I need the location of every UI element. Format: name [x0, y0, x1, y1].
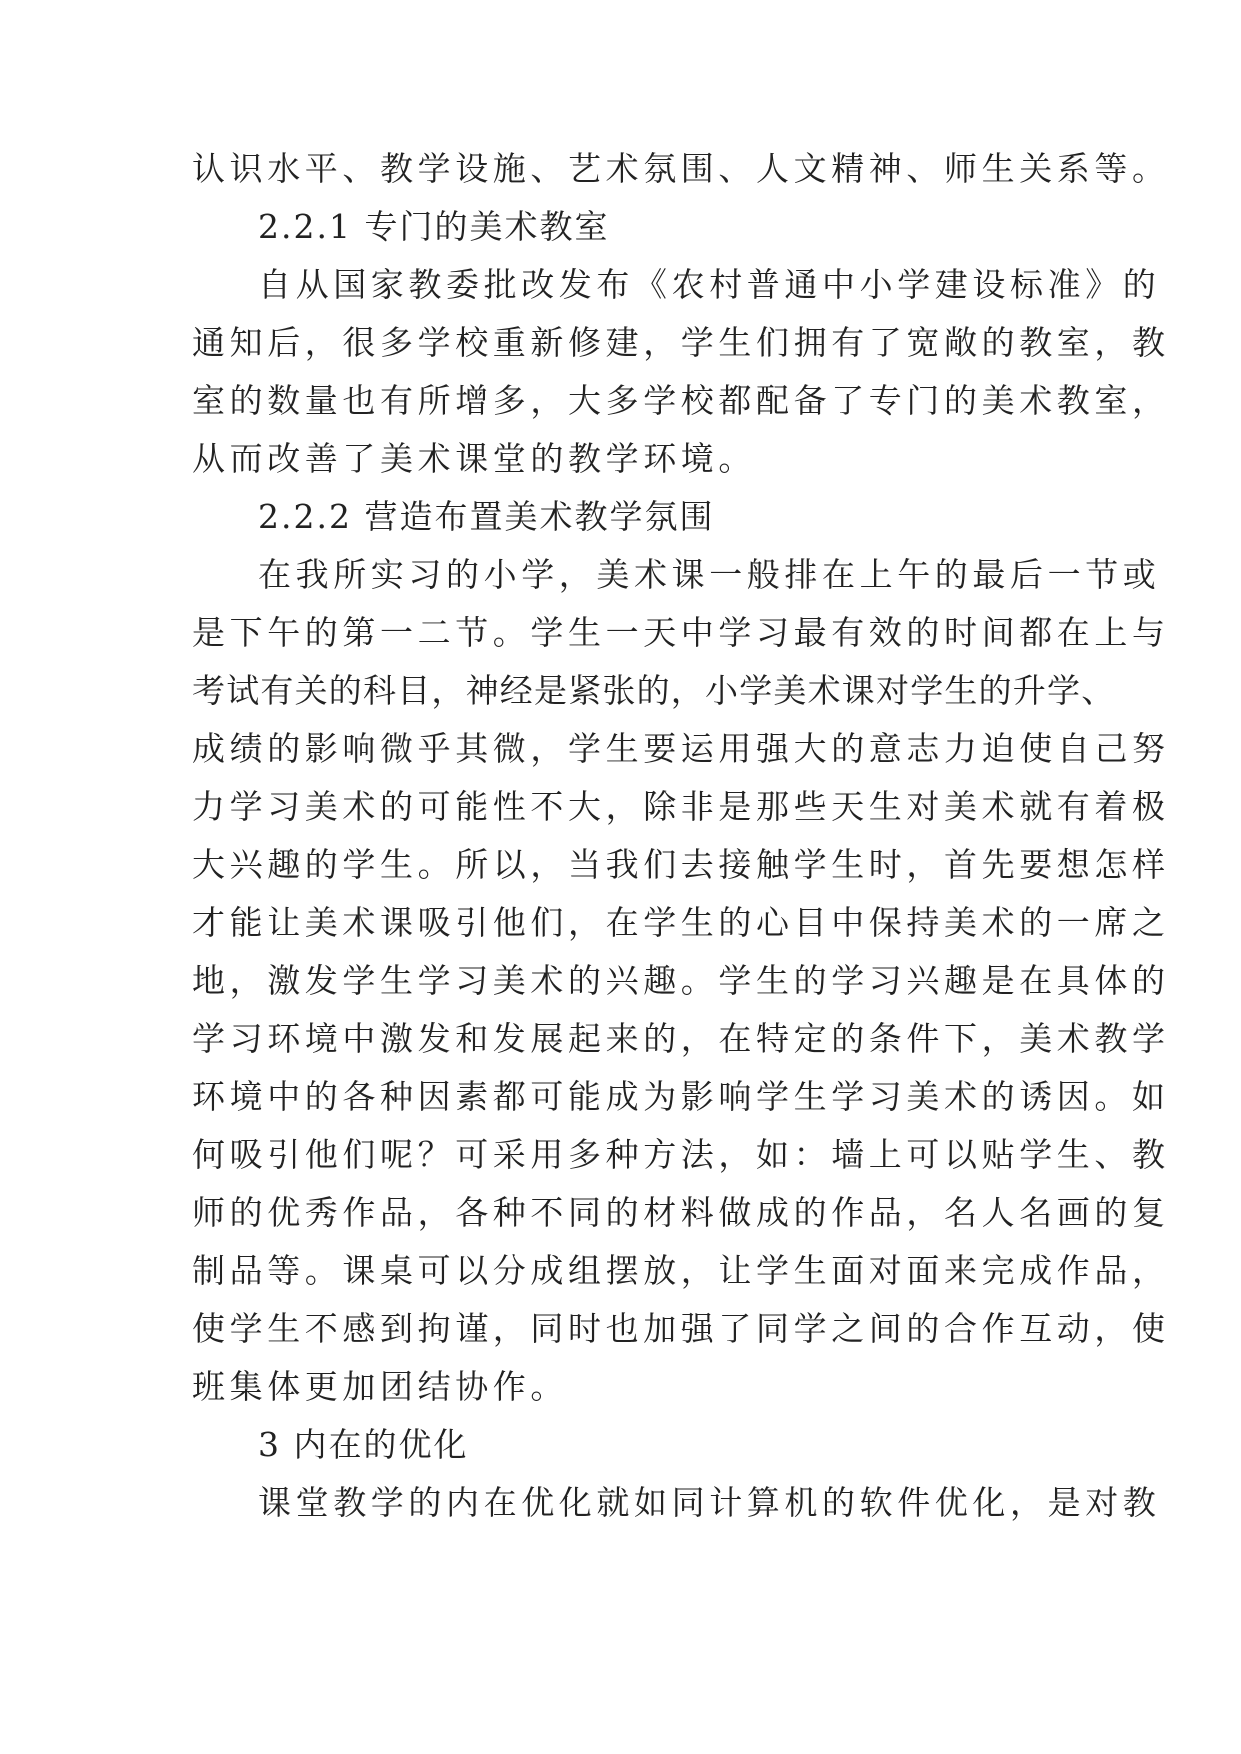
text-line: 地，激发学生学习美术的兴趣。学生的学习兴趣是在具体的	[192, 961, 1170, 1000]
text-line: 室的数量也有所增多，大多学校都配备了专门的美术教室，	[192, 381, 1170, 420]
text-line: 学习环境中激发和发展起来的，在特定的条件下，美术教学	[192, 1019, 1170, 1058]
section-heading-2-2-2: 2.2.2 营造布置美术教学氛围	[258, 497, 715, 536]
text-line: 环境中的各种因素都可能成为影响学生学习美术的诱因。如	[192, 1077, 1170, 1116]
text-line: 课堂教学的内在优化就如同计算机的软件优化，是对教	[258, 1483, 1161, 1522]
text-line: 考试有关的科目，神经是紧张的，小学美术课对学生的升学、	[192, 671, 1116, 710]
text-line: 使学生不感到拘谨，同时也加强了同学之间的合作互动，使	[192, 1309, 1170, 1348]
text-line: 通知后，很多学校重新修建，学生们拥有了宽敞的教室，教	[192, 323, 1170, 362]
text-line: 从而改善了美术课堂的教学环境。	[192, 439, 756, 478]
text-line: 自从国家教委批改发布《农村普通中小学建设标准》的	[258, 265, 1161, 304]
text-line: 才能让美术课吸引他们，在学生的心目中保持美术的一席之	[192, 903, 1170, 942]
section-heading-3: 3 内在的优化	[258, 1425, 469, 1464]
text-line: 认识水平、教学设施、艺术氛围、人文精神、师生关系等。	[192, 149, 1170, 188]
text-line: 大兴趣的学生。所以，当我们去接触学生时，首先要想怎样	[192, 845, 1170, 884]
text-line: 制品等。课桌可以分成组摆放，让学生面对面来完成作品，	[192, 1251, 1170, 1290]
text-line: 何吸引他们呢？可采用多种方法，如：墙上可以贴学生、教	[192, 1135, 1170, 1174]
text-line: 成绩的影响微乎其微，学生要运用强大的意志力迫使自己努	[192, 729, 1170, 768]
section-heading-2-2-1: 2.2.1 专门的美术教室	[258, 207, 610, 246]
text-line: 力学习美术的可能性不大，除非是那些天生对美术就有着极	[192, 787, 1170, 826]
text-line: 是下午的第一二节。学生一天中学习最有效的时间都在上与	[192, 613, 1170, 652]
text-line: 师的优秀作品，各种不同的材料做成的作品，名人名画的复	[192, 1193, 1170, 1232]
text-line: 班集体更加团结协作。	[192, 1367, 568, 1406]
text-line: 在我所实习的小学，美术课一般排在上午的最后一节或	[258, 555, 1161, 594]
